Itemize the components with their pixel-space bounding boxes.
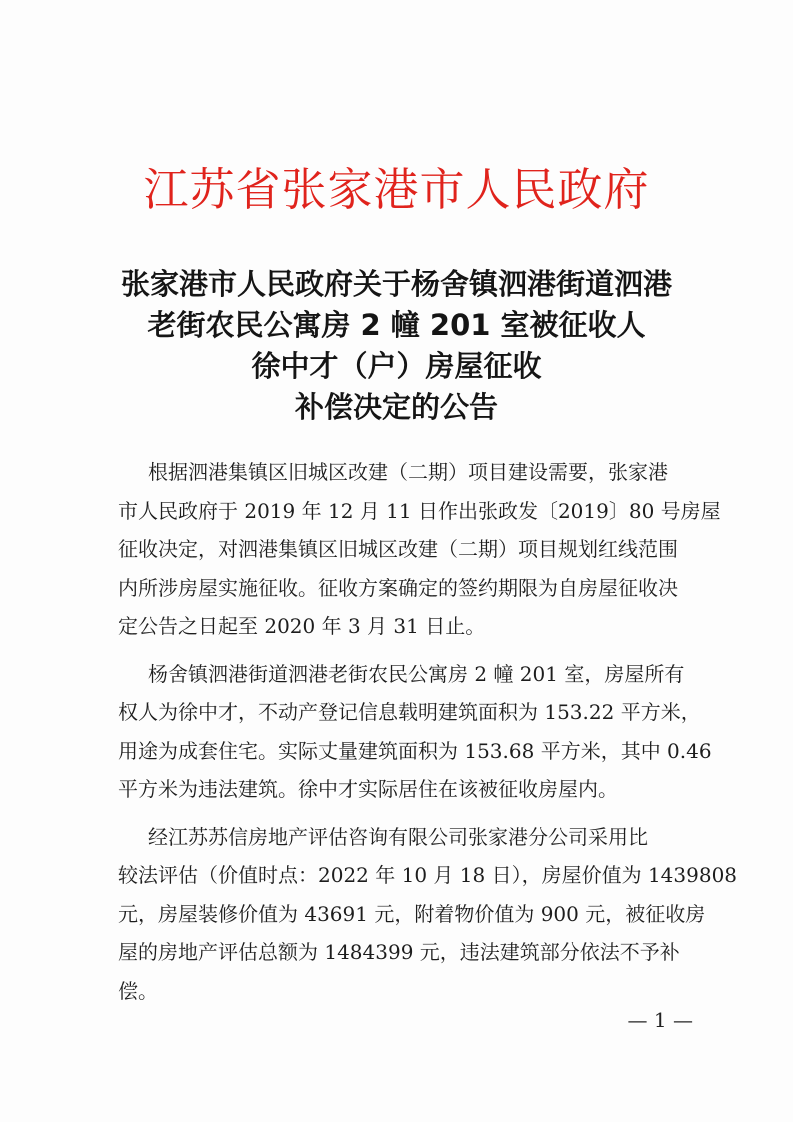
text-line: 经江苏苏信房地产评估咨询有限公司张家港分公司采用比 [148,824,648,849]
text-line: 较法评估（价值时点：2022 年 10 月 18 日），房屋价值为 1439808 [118,863,738,887]
text-line: 权人为徐中才，不动产登记信息载明建筑面积为 153.22 平方米， [118,700,701,724]
document-body [118,453,738,1019]
text-line: 根据泗港集镇区旧城区改建（二期）项目建设需要，张家港 [148,460,668,484]
title-line: 张家港市人民政府关于杨舍镇泗港街道泗港 [120,267,672,301]
paragraph [118,655,712,809]
text-line: 征收决定，对泗港集镇区旧城区改建（二期）项目规划红线范围 [118,537,678,561]
paragraph [118,818,738,1011]
title-line: 徐中才（户）房屋征收 [251,349,542,383]
text-line: 定公告之日起至 2020 年 3 月 31 日止。 [118,614,486,638]
text-line: 偿。 [118,978,158,1003]
text-line: 屋的房地产评估总额为 1484399 元，违法建筑部分依法不予补 [118,940,680,964]
title-line: 补偿决定的公告 [294,390,498,424]
document-title [90,264,703,428]
text-line: 杨舍镇泗港街道泗港老街农民公寓房 2 幢 201 室，房屋所有 [148,661,685,686]
text-line: 元，房屋装修价值为 43691 元，附着物价值为 900 元，被征收房 [118,901,706,926]
masthead-government-name: 江苏省张家港市人民政府 [143,163,650,216]
text-line: 用途为成套住宅。实际丈量建筑面积为 153.68 平方米，其中 0.46 [118,738,712,763]
page-number: — 1 — [627,1008,693,1032]
text-line: 平方米为违法建筑。徐中才实际居住在该被征收房屋内。 [118,777,618,801]
paragraph [118,453,721,646]
text-line: 内所涉房屋实施征收。征收方案确定的签约期限为自房屋征收决 [118,575,678,600]
text-line: 市人民政府于 2019 年 12 月 11 日作出张政发〔2019〕80 号房屋 [118,498,721,523]
title-line: 老街农民公寓房 2 幢 201 室被征收人 [147,308,646,342]
